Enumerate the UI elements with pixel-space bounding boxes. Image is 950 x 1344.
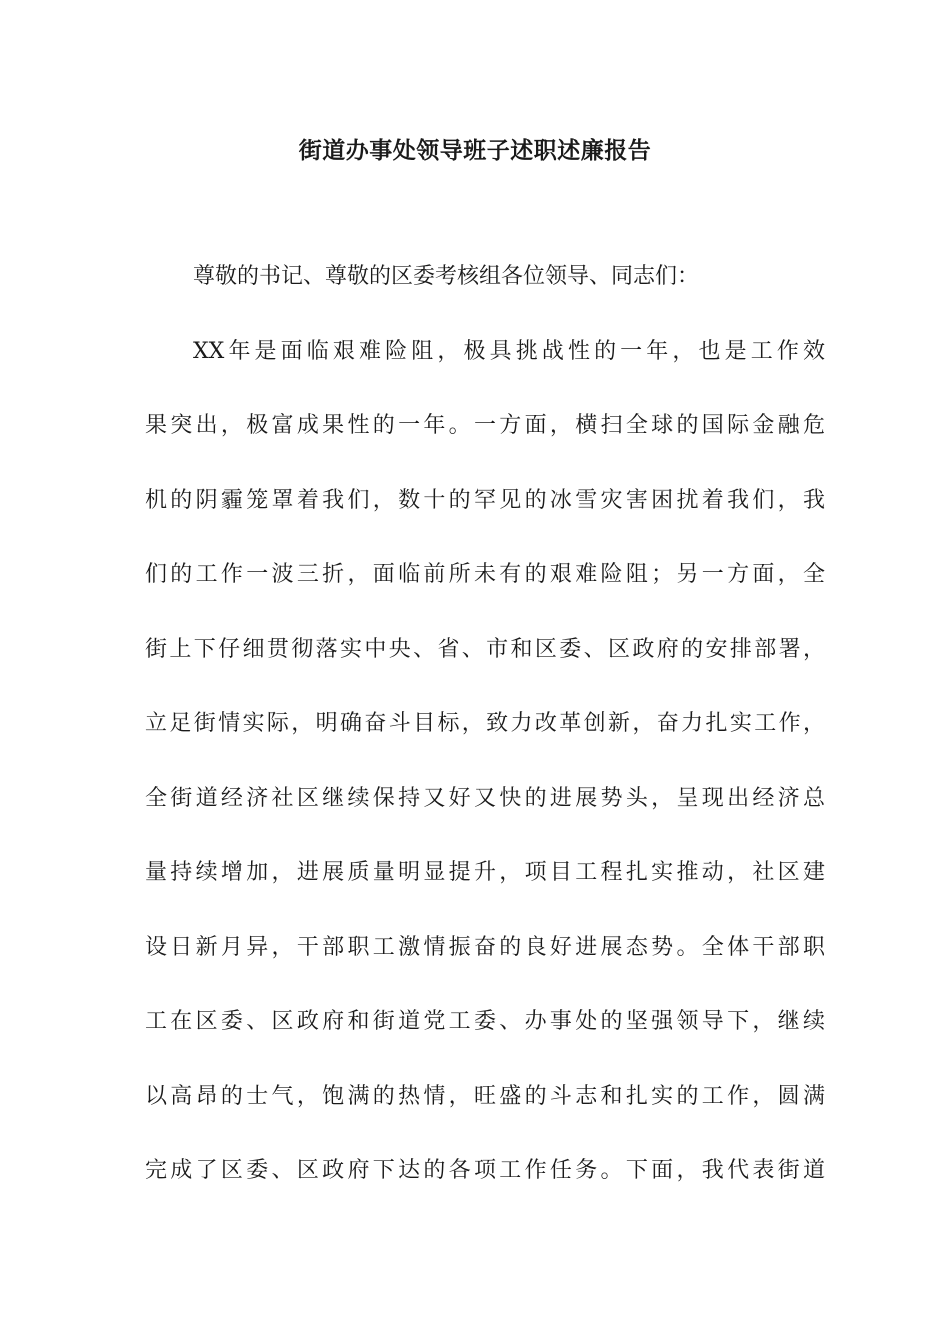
paragraph-line: 街上下仔细贯彻落实中央、省、市和区委、区政府的安排部署， — [145, 637, 825, 662]
paragraph-line: XX年是面临艰难险阻，极具挑战性的一年，也是工作效 — [193, 339, 825, 364]
paragraph-line: 以高昂的士气，饱满的热情，旺盛的斗志和扎实的工作，圆满 — [145, 1084, 825, 1109]
paragraph-line: 机的阴霾笼罩着我们，数十的罕见的冰雪灾害困扰着我们，我 — [145, 488, 825, 513]
paragraph-line: 量持续增加，进展质量明显提升，项目工程扎实推动，社区建 — [145, 860, 825, 885]
paragraph-line: 工在区委、区政府和街道党工委、办事处的坚强领导下，继续 — [145, 1009, 825, 1034]
salutation: 尊敬的书记、尊敬的区委考核组各位领导、同志们： — [193, 264, 700, 289]
paragraph-line: 们的工作一波三折，面临前所未有的艰难险阻；另一方面，全 — [145, 562, 825, 587]
paragraph-line: 果突出，极富成果性的一年。一方面，横扫全球的国际金融危 — [145, 413, 825, 438]
paragraph-line: 设日新月异，干部职工激情振奋的良好进展态势。全体干部职 — [145, 935, 825, 960]
document-title: 街道办事处领导班子述职述廉报告 — [298, 137, 652, 164]
paragraph-line: 立足街情实际，明确奋斗目标，致力改革创新，奋力扎实工作， — [145, 711, 825, 736]
paragraph-line: 全街道经济社区继续保持又好又快的进展势头，呈现出经济总 — [145, 786, 825, 811]
paragraph-line: 完成了区委、区政府下达的各项工作任务。下面，我代表街道 — [145, 1158, 825, 1183]
